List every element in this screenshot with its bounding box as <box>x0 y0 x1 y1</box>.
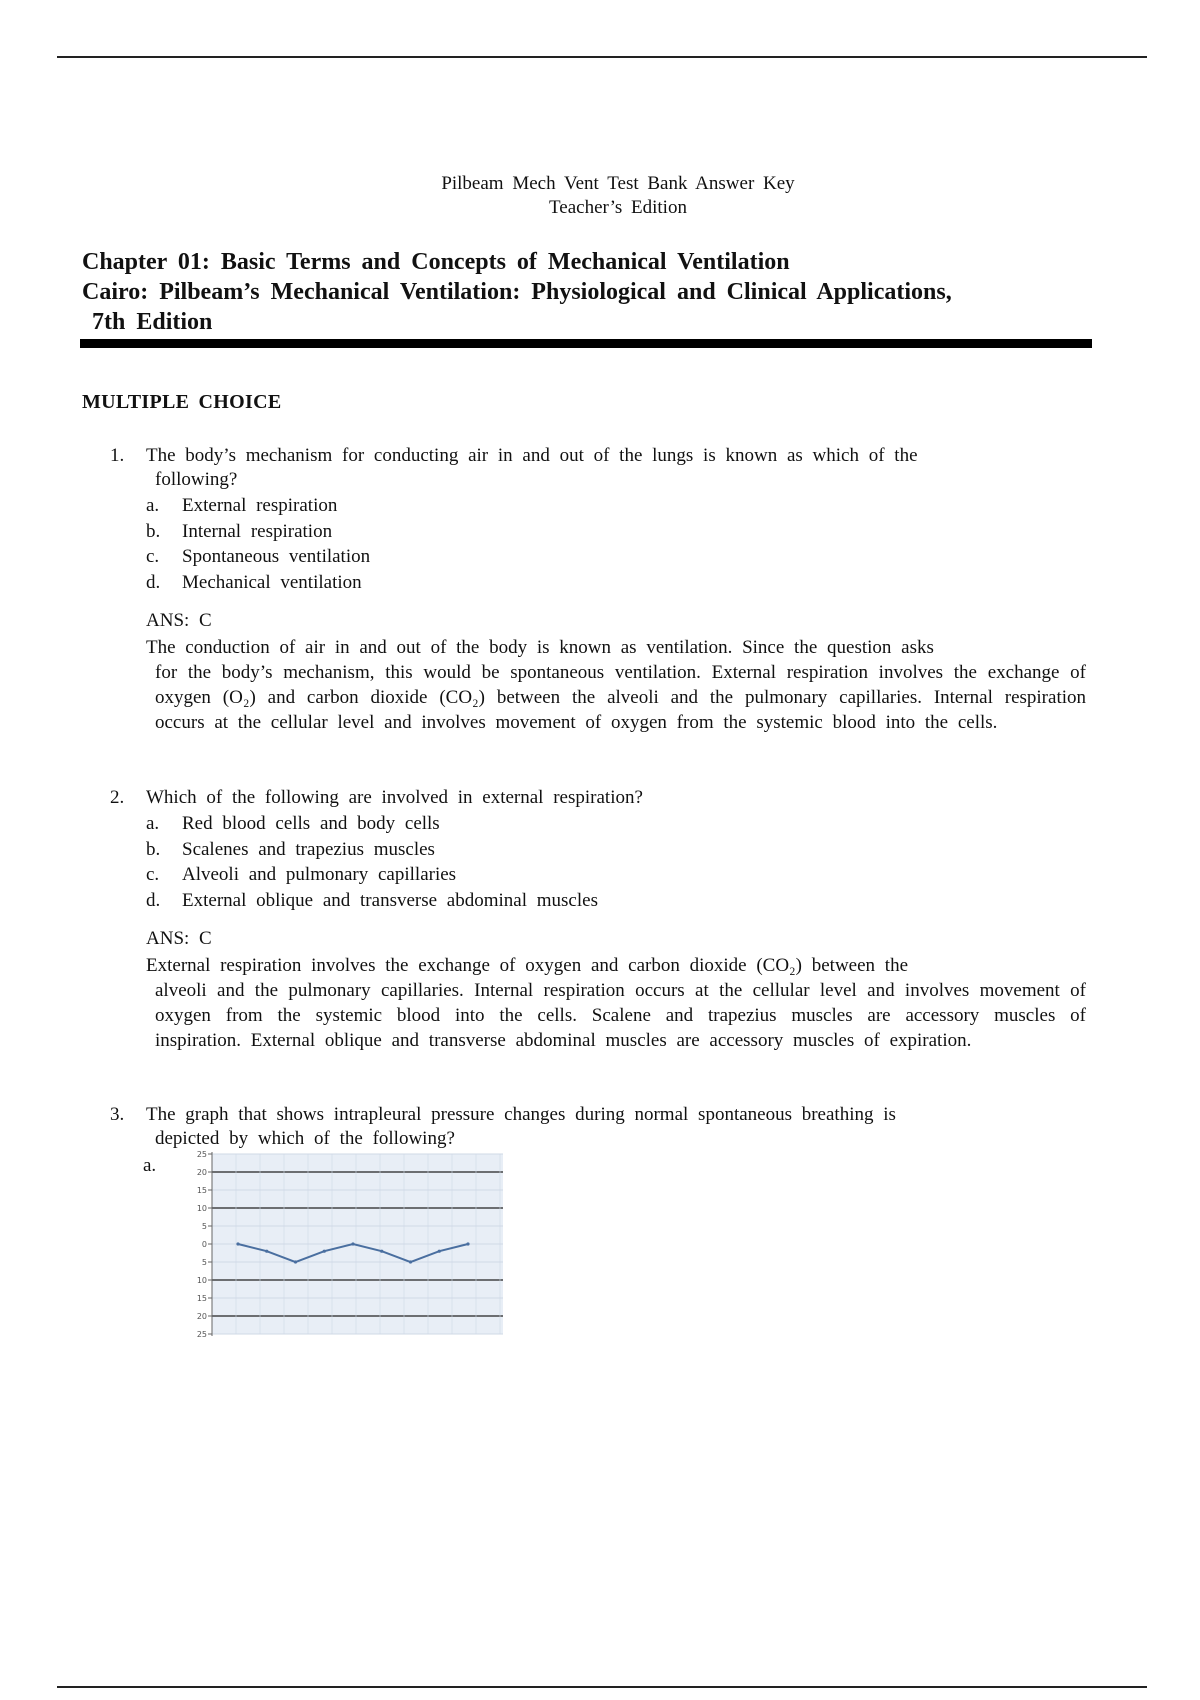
question-stem-line: The graph that shows intrapleural pressure changes during normal spontaneous breathing is <box>146 1104 896 1125</box>
y-axis-ticks <box>197 1150 212 1338</box>
data-point <box>380 1250 383 1253</box>
header-title: Pilbeam Mech Vent Test Bank Answer Key <box>441 173 795 194</box>
option-letter: d. <box>146 889 161 911</box>
chapter-title-line1: Chapter 01: Basic Terms and Concepts of Mechanical Ventilation <box>82 249 790 275</box>
answer-option-b <box>146 837 1086 863</box>
option-text: External respiration <box>182 495 338 516</box>
answer-key: ANS: C <box>146 928 212 949</box>
data-point <box>466 1242 469 1245</box>
option-text: Internal respiration <box>182 520 333 542</box>
chapter-title <box>82 247 1102 337</box>
rationale <box>146 635 1086 735</box>
question-number: 2. <box>110 787 125 808</box>
data-point <box>351 1242 354 1245</box>
option-text: Mechanical ventilation <box>182 571 362 593</box>
question-stem <box>146 444 1076 492</box>
answer-option-a: a. <box>143 1155 157 1176</box>
data-point <box>323 1250 326 1253</box>
answer-option-c <box>146 862 1086 888</box>
y-tick-label: 10 <box>196 1276 207 1285</box>
option-letter: a. <box>146 813 160 834</box>
option-text: Red blood cells and body cells <box>182 813 440 834</box>
header-subtitle: Teacher’s Edition <box>549 197 687 218</box>
top-page-rule <box>57 56 1147 58</box>
option-text: Alveoli and pulmonary capillaries <box>182 864 457 885</box>
question-stem-line: depicted by which of the following? <box>155 1128 455 1149</box>
question-1 <box>110 444 1086 735</box>
answer-option-d <box>146 888 1086 914</box>
chapter-title-line2: Cairo: Pilbeam’s Mechanical Ventilation: Physiological and Clinical Applications, <box>82 279 952 305</box>
y-tick-label: 0 <box>201 1240 207 1249</box>
y-tick-label: 5 <box>201 1258 207 1267</box>
rationale-body: alveoli and the pulmonary capillaries. Internal respiration occurs at the cellular level and involves movement of oxygen from the systemic blood into the cells. Scalene and trapezius muscles are accessory muscles of inspiration. External oblique and transverse abdominal muscles are accessory muscles of expiration. <box>155 980 1086 1051</box>
data-point <box>294 1260 297 1263</box>
question-stem <box>146 786 1076 810</box>
y-tick-label: 15 <box>196 1186 207 1195</box>
question-3 <box>110 1103 1076 1151</box>
answer-option-d <box>146 570 1086 596</box>
question-stem-line: Which of the following are involved in external respiration? <box>146 787 643 808</box>
y-tick-label: 25 <box>196 1150 207 1159</box>
data-point <box>409 1260 412 1263</box>
answer-option-c <box>146 544 1086 570</box>
rationale-first-line: External respiration involves the exchange of oxygen and carbon dioxide (CO₂) between the <box>146 955 908 976</box>
option-letter: b. <box>146 520 161 542</box>
rationale-first-line: The conduction of air in and out of the body is known as ventilation. Since the question asks <box>146 637 934 658</box>
answer-option-a <box>146 493 1086 519</box>
answer-options <box>146 811 1086 913</box>
data-point <box>236 1242 239 1245</box>
rationale-body: for the body’s mechanism, this would be spontaneous ventilation. External respiration involves the exchange of oxygen (O₂) and carbon dioxide (CO₂) between the alveoli and the pulmonary capillaries. Internal respiration occurs at the cellular level and involves movement of oxygen from the systemic blood into the cells. <box>155 662 1086 733</box>
question-stem-line: following? <box>155 469 238 490</box>
option-letter: c. <box>146 546 160 567</box>
chapter-divider <box>80 339 1092 348</box>
answer-key: ANS: C <box>146 610 212 631</box>
option-text: Spontaneous ventilation <box>182 546 371 567</box>
question-number: 1. <box>110 445 125 466</box>
option-letter: d. <box>146 571 161 593</box>
pressure-graph <box>168 1146 508 1338</box>
y-tick-label: 10 <box>196 1204 207 1213</box>
section-title: MULTIPLE CHOICE <box>82 391 282 413</box>
chapter-title-line3: 7th Edition <box>92 309 213 335</box>
rationale <box>146 953 1086 1053</box>
y-tick-label: 25 <box>196 1330 207 1338</box>
option-letter: c. <box>146 864 160 885</box>
y-tick-label: 15 <box>196 1294 207 1303</box>
data-point <box>265 1250 268 1253</box>
option-letter: a. <box>146 495 160 516</box>
y-tick-label: 20 <box>196 1312 207 1321</box>
document-header <box>0 172 1200 220</box>
question-stem-line: The body’s mechanism for conducting air in and out of the lungs is known as which of the <box>146 445 918 466</box>
bottom-page-rule <box>57 1686 1147 1688</box>
question-2 <box>110 786 1086 1053</box>
answer-options <box>146 493 1086 595</box>
question-number: 3. <box>110 1104 125 1125</box>
option-letter: b. <box>146 838 161 860</box>
option-text: External oblique and transverse abdominal muscles <box>182 889 598 911</box>
question-stem <box>146 1103 1076 1151</box>
answer-option-b <box>146 519 1086 545</box>
y-tick-label: 5 <box>201 1222 207 1231</box>
answer-option-a <box>146 811 1086 837</box>
data-point <box>438 1250 441 1253</box>
option-text: Scalenes and trapezius muscles <box>182 838 435 860</box>
y-tick-label: 20 <box>196 1168 207 1177</box>
